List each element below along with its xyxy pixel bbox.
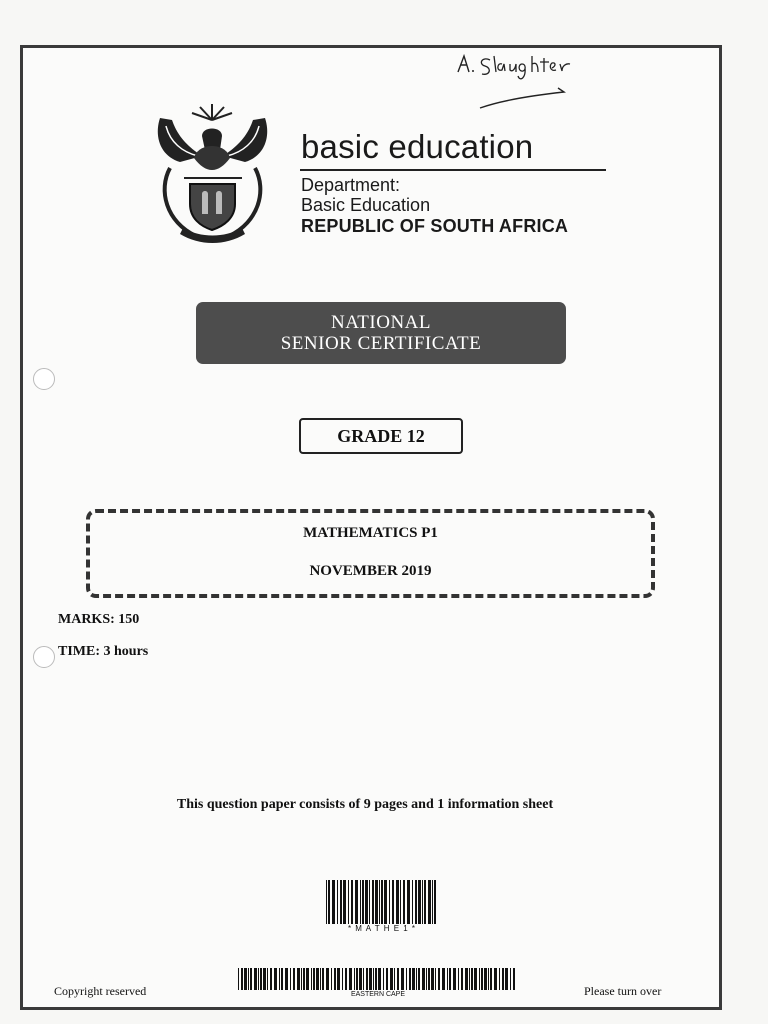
marks-label: MARKS: 150 [58, 612, 140, 627]
punch-hole-bottom [33, 646, 55, 668]
subject-box [86, 509, 655, 598]
banner-line-1: NATIONAL [330, 312, 432, 333]
banner-line-2: SENIOR CERTIFICATE [280, 333, 482, 354]
brand-divider [300, 169, 606, 171]
country-name: REPUBLIC OF SOUTH AFRICA [301, 216, 569, 236]
footer-copyright: Copyright reserved [54, 984, 147, 998]
grade-box: GRADE 12 [299, 418, 463, 454]
time-label: TIME: 3 hours [58, 644, 149, 659]
barcode-region [238, 968, 518, 990]
barcode-subject-caption: * M A T H E 1 * [347, 924, 417, 933]
certificate-banner [196, 302, 566, 364]
paper-info: This question paper consists of 9 pages and 1 information sheet [176, 797, 554, 812]
department-name: Basic Education [301, 195, 431, 215]
handwritten-signature [452, 50, 602, 110]
exam-session: NOVEMBER 2019 [309, 563, 432, 579]
barcode-region-caption: EASTERN CAPE [350, 991, 406, 998]
punch-hole-top [33, 368, 55, 390]
barcode-subject [326, 880, 438, 924]
department-label: Department: [301, 175, 401, 195]
brand-title: basic education [301, 128, 534, 165]
footer-turn-over: Please turn over [584, 984, 662, 998]
paper-title: MATHEMATICS P1 [303, 525, 438, 541]
coat-of-arms-logo [150, 98, 275, 248]
